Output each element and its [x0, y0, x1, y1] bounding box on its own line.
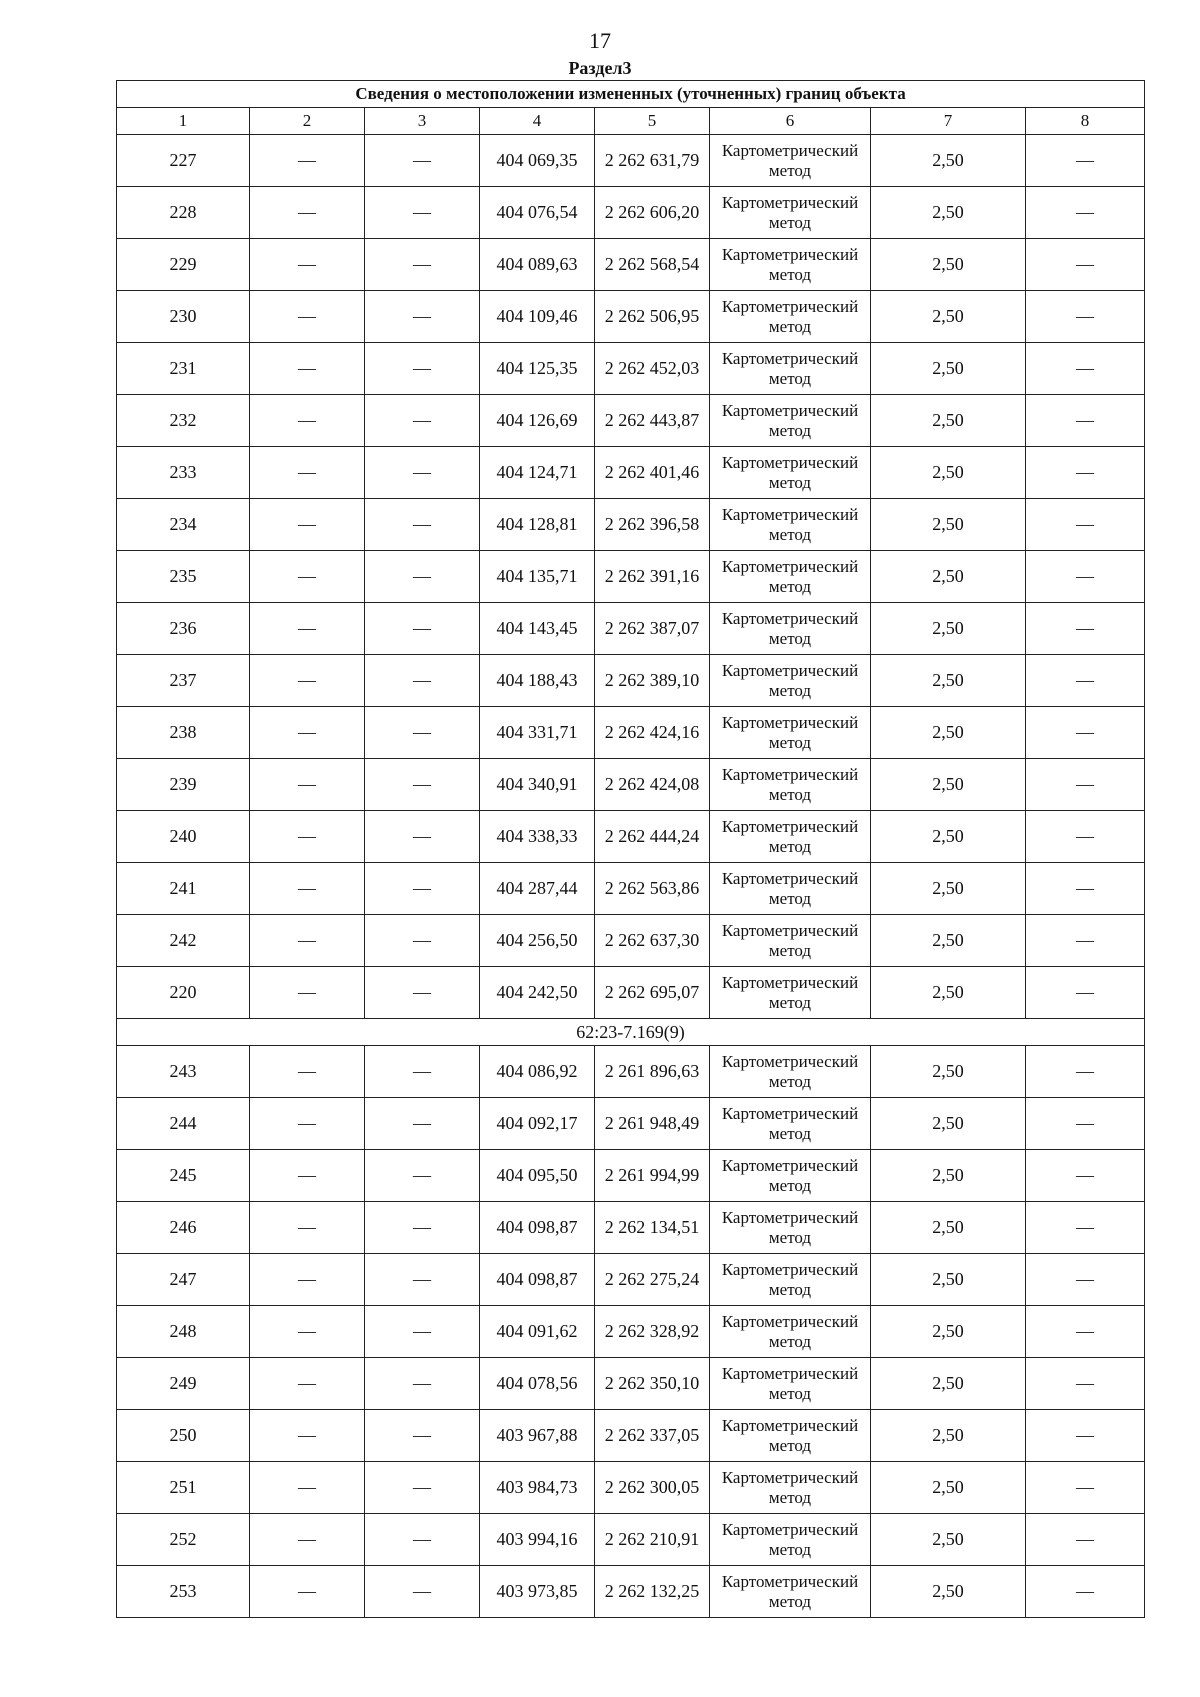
point-number-cell: 236 [117, 603, 250, 655]
x-coordinate-cell: 404 086,92 [480, 1046, 595, 1098]
accuracy-cell: 2,50 [871, 863, 1026, 915]
y-coordinate-cell: 2 262 568,54 [595, 239, 710, 291]
accuracy-cell: 2,50 [871, 1514, 1026, 1566]
column-header: 1 [117, 108, 250, 135]
empty-value-cell: — [1026, 603, 1145, 655]
x-coordinate-cell: 404 287,44 [480, 863, 595, 915]
point-number-cell: 233 [117, 447, 250, 499]
empty-value-cell: — [250, 967, 365, 1019]
table-row [117, 1462, 1145, 1514]
accuracy-cell: 2,50 [871, 811, 1026, 863]
column-header: 8 [1026, 108, 1145, 135]
accuracy-cell: 2,50 [871, 135, 1026, 187]
point-number-cell: 252 [117, 1514, 250, 1566]
x-coordinate-cell: 403 994,16 [480, 1514, 595, 1566]
point-number-cell: 244 [117, 1098, 250, 1150]
page-number: 17 [589, 28, 611, 53]
table-row [117, 1566, 1145, 1618]
table-caption: Сведения о местоположении измененных (уточненных) границ объекта [117, 81, 1145, 108]
accuracy-cell: 2,50 [871, 655, 1026, 707]
empty-value-cell: — [365, 707, 480, 759]
table-row [117, 1098, 1145, 1150]
x-coordinate-cell: 404 124,71 [480, 447, 595, 499]
column-header: 3 [365, 108, 480, 135]
y-coordinate-cell: 2 262 387,07 [595, 603, 710, 655]
empty-value-cell: — [365, 135, 480, 187]
empty-value-cell: — [365, 1202, 480, 1254]
method-cell: Картометрический метод [710, 811, 871, 863]
empty-value-cell: — [1026, 1046, 1145, 1098]
empty-value-cell: — [250, 187, 365, 239]
table-body [117, 135, 1145, 1618]
accuracy-cell: 2,50 [871, 759, 1026, 811]
empty-value-cell: — [1026, 811, 1145, 863]
column-header: 5 [595, 108, 710, 135]
empty-value-cell: — [365, 1254, 480, 1306]
empty-value-cell: — [250, 1150, 365, 1202]
empty-value-cell: — [1026, 135, 1145, 187]
table-row [117, 551, 1145, 603]
empty-value-cell: — [365, 863, 480, 915]
y-coordinate-cell: 2 262 606,20 [595, 187, 710, 239]
y-coordinate-cell: 2 262 452,03 [595, 343, 710, 395]
table-row [117, 343, 1145, 395]
y-coordinate-cell: 2 262 132,25 [595, 1566, 710, 1618]
table-row [117, 239, 1145, 291]
table-row [117, 759, 1145, 811]
method-cell: Картометрический метод [710, 1254, 871, 1306]
x-coordinate-cell: 404 188,43 [480, 655, 595, 707]
point-number-cell: 237 [117, 655, 250, 707]
empty-value-cell: — [250, 135, 365, 187]
point-number-cell: 228 [117, 187, 250, 239]
y-coordinate-cell: 2 261 948,49 [595, 1098, 710, 1150]
accuracy-cell: 2,50 [871, 343, 1026, 395]
y-coordinate-cell: 2 262 275,24 [595, 1254, 710, 1306]
method-cell: Картометрический метод [710, 1462, 871, 1514]
accuracy-cell: 2,50 [871, 707, 1026, 759]
empty-value-cell: — [250, 499, 365, 551]
empty-value-cell: — [1026, 1098, 1145, 1150]
empty-value-cell: — [1026, 1254, 1145, 1306]
empty-value-cell: — [365, 447, 480, 499]
group-header-row [117, 1019, 1145, 1046]
point-number-cell: 235 [117, 551, 250, 603]
y-coordinate-cell: 2 261 994,99 [595, 1150, 710, 1202]
table-row [117, 1150, 1145, 1202]
x-coordinate-cell: 403 984,73 [480, 1462, 595, 1514]
empty-value-cell: — [1026, 239, 1145, 291]
accuracy-cell: 2,50 [871, 1462, 1026, 1514]
table-row [117, 967, 1145, 1019]
y-coordinate-cell: 2 262 631,79 [595, 135, 710, 187]
point-number-cell: 250 [117, 1410, 250, 1462]
empty-value-cell: — [250, 915, 365, 967]
empty-value-cell: — [250, 1566, 365, 1618]
empty-value-cell: — [365, 603, 480, 655]
table-row [117, 135, 1145, 187]
table-row [117, 1514, 1145, 1566]
empty-value-cell: — [250, 655, 365, 707]
empty-value-cell: — [250, 1202, 365, 1254]
y-coordinate-cell: 2 262 134,51 [595, 1202, 710, 1254]
accuracy-cell: 2,50 [871, 1306, 1026, 1358]
empty-value-cell: — [1026, 915, 1145, 967]
table-row [117, 1254, 1145, 1306]
group-label: 62:23-7.169(9) [117, 1019, 1145, 1046]
empty-value-cell: — [250, 759, 365, 811]
empty-value-cell: — [1026, 343, 1145, 395]
y-coordinate-cell: 2 262 401,46 [595, 447, 710, 499]
point-number-cell: 238 [117, 707, 250, 759]
method-cell: Картометрический метод [710, 1098, 871, 1150]
method-cell: Картометрический метод [710, 1202, 871, 1254]
boundary-coordinates-table [116, 80, 1145, 1618]
point-number-cell: 242 [117, 915, 250, 967]
empty-value-cell: — [250, 1306, 365, 1358]
empty-value-cell: — [250, 395, 365, 447]
empty-value-cell: — [1026, 1306, 1145, 1358]
method-cell: Картометрический метод [710, 1358, 871, 1410]
y-coordinate-cell: 2 261 896,63 [595, 1046, 710, 1098]
empty-value-cell: — [1026, 395, 1145, 447]
method-cell: Картометрический метод [710, 1046, 871, 1098]
empty-value-cell: — [250, 603, 365, 655]
method-cell: Картометрический метод [710, 1410, 871, 1462]
x-coordinate-cell: 404 092,17 [480, 1098, 595, 1150]
empty-value-cell: — [1026, 1410, 1145, 1462]
x-coordinate-cell: 403 973,85 [480, 1566, 595, 1618]
table-row [117, 655, 1145, 707]
empty-value-cell: — [365, 1150, 480, 1202]
accuracy-cell: 2,50 [871, 1046, 1026, 1098]
method-cell: Картометрический метод [710, 499, 871, 551]
empty-value-cell: — [365, 1462, 480, 1514]
x-coordinate-cell: 404 098,87 [480, 1202, 595, 1254]
empty-value-cell: — [250, 1254, 365, 1306]
empty-value-cell: — [365, 1046, 480, 1098]
empty-value-cell: — [1026, 1566, 1145, 1618]
empty-value-cell: — [365, 395, 480, 447]
table-row [117, 499, 1145, 551]
table-row [117, 447, 1145, 499]
x-coordinate-cell: 403 967,88 [480, 1410, 595, 1462]
y-coordinate-cell: 2 262 210,91 [595, 1514, 710, 1566]
y-coordinate-cell: 2 262 444,24 [595, 811, 710, 863]
point-number-cell: 227 [117, 135, 250, 187]
accuracy-cell: 2,50 [871, 187, 1026, 239]
empty-value-cell: — [1026, 967, 1145, 1019]
method-cell: Картометрический метод [710, 1566, 871, 1618]
empty-value-cell: — [1026, 759, 1145, 811]
empty-value-cell: — [1026, 863, 1145, 915]
section-title: Раздел3 [568, 58, 632, 78]
table-row [117, 811, 1145, 863]
table-row [117, 1410, 1145, 1462]
empty-value-cell: — [365, 655, 480, 707]
empty-value-cell: — [250, 239, 365, 291]
point-number-cell: 231 [117, 343, 250, 395]
x-coordinate-cell: 404 242,50 [480, 967, 595, 1019]
empty-value-cell: — [365, 759, 480, 811]
x-coordinate-cell: 404 091,62 [480, 1306, 595, 1358]
accuracy-cell: 2,50 [871, 291, 1026, 343]
method-cell: Картометрический метод [710, 395, 871, 447]
method-cell: Картометрический метод [710, 655, 871, 707]
empty-value-cell: — [1026, 187, 1145, 239]
empty-value-cell: — [1026, 291, 1145, 343]
table-row [117, 863, 1145, 915]
table-row [117, 603, 1145, 655]
point-number-cell: 243 [117, 1046, 250, 1098]
empty-value-cell: — [250, 863, 365, 915]
point-number-cell: 245 [117, 1150, 250, 1202]
x-coordinate-cell: 404 078,56 [480, 1358, 595, 1410]
point-number-cell: 246 [117, 1202, 250, 1254]
accuracy-cell: 2,50 [871, 967, 1026, 1019]
accuracy-cell: 2,50 [871, 395, 1026, 447]
empty-value-cell: — [1026, 499, 1145, 551]
column-header: 2 [250, 108, 365, 135]
table-row [117, 395, 1145, 447]
empty-value-cell: — [250, 1410, 365, 1462]
empty-value-cell: — [1026, 1462, 1145, 1514]
empty-value-cell: — [365, 187, 480, 239]
y-coordinate-cell: 2 262 300,05 [595, 1462, 710, 1514]
y-coordinate-cell: 2 262 695,07 [595, 967, 710, 1019]
empty-value-cell: — [365, 343, 480, 395]
empty-value-cell: — [250, 1514, 365, 1566]
x-coordinate-cell: 404 126,69 [480, 395, 595, 447]
point-number-cell: 229 [117, 239, 250, 291]
accuracy-cell: 2,50 [871, 499, 1026, 551]
y-coordinate-cell: 2 262 391,16 [595, 551, 710, 603]
empty-value-cell: — [1026, 447, 1145, 499]
table-row [117, 1202, 1145, 1254]
y-coordinate-cell: 2 262 424,08 [595, 759, 710, 811]
empty-value-cell: — [250, 1046, 365, 1098]
column-header: 4 [480, 108, 595, 135]
empty-value-cell: — [1026, 655, 1145, 707]
point-number-cell: 239 [117, 759, 250, 811]
accuracy-cell: 2,50 [871, 447, 1026, 499]
method-cell: Картометрический метод [710, 759, 871, 811]
empty-value-cell: — [250, 811, 365, 863]
accuracy-cell: 2,50 [871, 551, 1026, 603]
empty-value-cell: — [1026, 1358, 1145, 1410]
x-coordinate-cell: 404 089,63 [480, 239, 595, 291]
method-cell: Картометрический метод [710, 1514, 871, 1566]
empty-value-cell: — [1026, 1202, 1145, 1254]
point-number-cell: 253 [117, 1566, 250, 1618]
empty-value-cell: — [365, 1514, 480, 1566]
empty-value-cell: — [365, 239, 480, 291]
empty-value-cell: — [250, 447, 365, 499]
x-coordinate-cell: 404 331,71 [480, 707, 595, 759]
method-cell: Картометрический метод [710, 1150, 871, 1202]
empty-value-cell: — [365, 967, 480, 1019]
x-coordinate-cell: 404 340,91 [480, 759, 595, 811]
point-number-cell: 234 [117, 499, 250, 551]
y-coordinate-cell: 2 262 389,10 [595, 655, 710, 707]
point-number-cell: 251 [117, 1462, 250, 1514]
y-coordinate-cell: 2 262 563,86 [595, 863, 710, 915]
accuracy-cell: 2,50 [871, 1254, 1026, 1306]
method-cell: Картометрический метод [710, 291, 871, 343]
method-cell: Картометрический метод [710, 239, 871, 291]
empty-value-cell: — [1026, 1514, 1145, 1566]
x-coordinate-cell: 404 095,50 [480, 1150, 595, 1202]
method-cell: Картометрический метод [710, 1306, 871, 1358]
y-coordinate-cell: 2 262 328,92 [595, 1306, 710, 1358]
method-cell: Картометрический метод [710, 967, 871, 1019]
empty-value-cell: — [250, 707, 365, 759]
empty-value-cell: — [250, 343, 365, 395]
empty-value-cell: — [250, 1358, 365, 1410]
x-coordinate-cell: 404 338,33 [480, 811, 595, 863]
x-coordinate-cell: 404 076,54 [480, 187, 595, 239]
method-cell: Картометрический метод [710, 551, 871, 603]
empty-value-cell: — [365, 1358, 480, 1410]
empty-value-cell: — [365, 499, 480, 551]
empty-value-cell: — [365, 551, 480, 603]
accuracy-cell: 2,50 [871, 1358, 1026, 1410]
accuracy-cell: 2,50 [871, 1098, 1026, 1150]
empty-value-cell: — [250, 291, 365, 343]
column-header: 7 [871, 108, 1026, 135]
empty-value-cell: — [1026, 1150, 1145, 1202]
method-cell: Картометрический метод [710, 603, 871, 655]
x-coordinate-cell: 404 128,81 [480, 499, 595, 551]
method-cell: Картометрический метод [710, 915, 871, 967]
x-coordinate-cell: 404 098,87 [480, 1254, 595, 1306]
column-number-row [117, 108, 1145, 135]
empty-value-cell: — [365, 1306, 480, 1358]
empty-value-cell: — [365, 811, 480, 863]
empty-value-cell: — [365, 1410, 480, 1462]
point-number-cell: 249 [117, 1358, 250, 1410]
x-coordinate-cell: 404 256,50 [480, 915, 595, 967]
table-row [117, 291, 1145, 343]
accuracy-cell: 2,50 [871, 1202, 1026, 1254]
x-coordinate-cell: 404 069,35 [480, 135, 595, 187]
accuracy-cell: 2,50 [871, 1150, 1026, 1202]
accuracy-cell: 2,50 [871, 915, 1026, 967]
y-coordinate-cell: 2 262 443,87 [595, 395, 710, 447]
point-number-cell: 240 [117, 811, 250, 863]
point-number-cell: 248 [117, 1306, 250, 1358]
point-number-cell: 241 [117, 863, 250, 915]
method-cell: Картометрический метод [710, 447, 871, 499]
method-cell: Картометрический метод [710, 343, 871, 395]
empty-value-cell: — [365, 915, 480, 967]
table-row [117, 1358, 1145, 1410]
method-cell: Картометрический метод [710, 863, 871, 915]
empty-value-cell: — [250, 551, 365, 603]
accuracy-cell: 2,50 [871, 603, 1026, 655]
point-number-cell: 230 [117, 291, 250, 343]
table-row [117, 1046, 1145, 1098]
y-coordinate-cell: 2 262 506,95 [595, 291, 710, 343]
x-coordinate-cell: 404 143,45 [480, 603, 595, 655]
empty-value-cell: — [1026, 551, 1145, 603]
table-row [117, 187, 1145, 239]
table-row [117, 915, 1145, 967]
point-number-cell: 232 [117, 395, 250, 447]
table-row [117, 707, 1145, 759]
point-number-cell: 247 [117, 1254, 250, 1306]
method-cell: Картометрический метод [710, 707, 871, 759]
y-coordinate-cell: 2 262 350,10 [595, 1358, 710, 1410]
x-coordinate-cell: 404 125,35 [480, 343, 595, 395]
empty-value-cell: — [365, 1098, 480, 1150]
accuracy-cell: 2,50 [871, 1410, 1026, 1462]
empty-value-cell: — [250, 1462, 365, 1514]
empty-value-cell: — [250, 1098, 365, 1150]
y-coordinate-cell: 2 262 424,16 [595, 707, 710, 759]
y-coordinate-cell: 2 262 637,30 [595, 915, 710, 967]
method-cell: Картометрический метод [710, 187, 871, 239]
y-coordinate-cell: 2 262 337,05 [595, 1410, 710, 1462]
accuracy-cell: 2,50 [871, 239, 1026, 291]
accuracy-cell: 2,50 [871, 1566, 1026, 1618]
empty-value-cell: — [365, 1566, 480, 1618]
empty-value-cell: — [1026, 707, 1145, 759]
point-number-cell: 220 [117, 967, 250, 1019]
x-coordinate-cell: 404 135,71 [480, 551, 595, 603]
method-cell: Картометрический метод [710, 135, 871, 187]
column-header: 6 [710, 108, 871, 135]
y-coordinate-cell: 2 262 396,58 [595, 499, 710, 551]
empty-value-cell: — [365, 291, 480, 343]
x-coordinate-cell: 404 109,46 [480, 291, 595, 343]
table-row [117, 1306, 1145, 1358]
